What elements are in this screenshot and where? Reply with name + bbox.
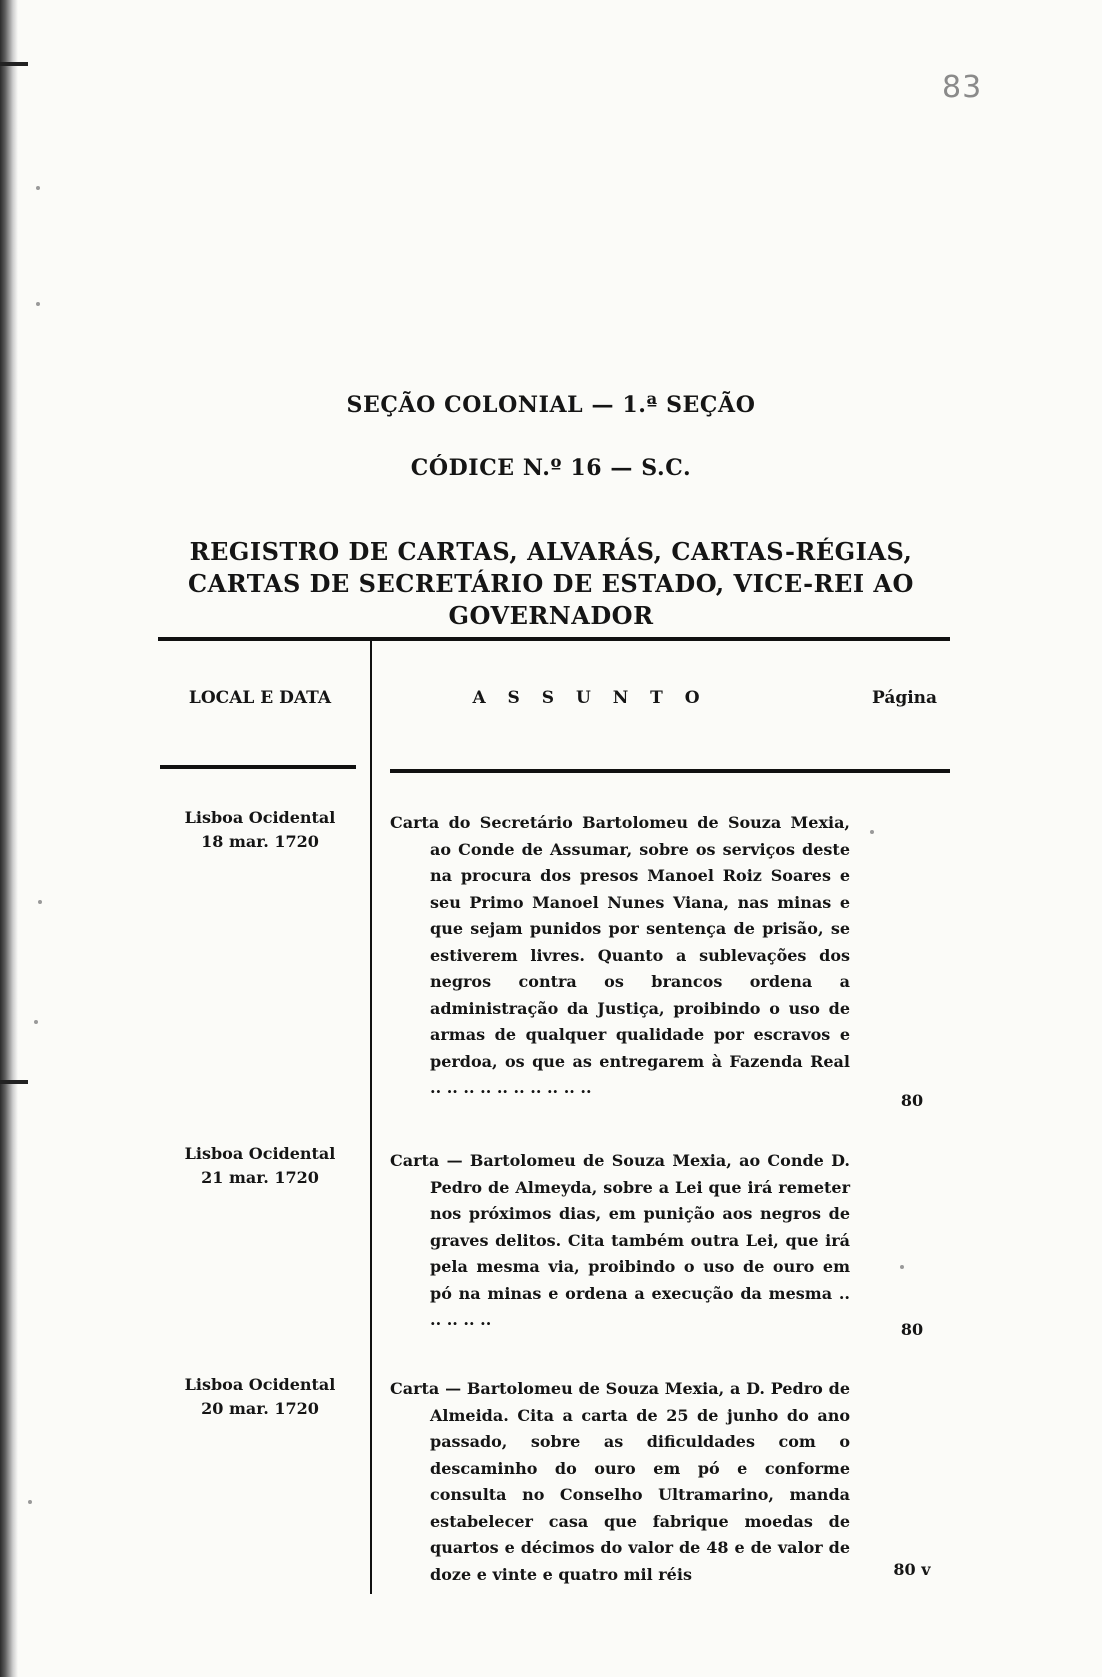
page-edge	[0, 0, 18, 1677]
edge-mark-top	[0, 62, 28, 66]
scan-dot	[36, 186, 40, 190]
column-divider	[370, 640, 372, 1594]
section-heading: SEÇÃO COLONIAL — 1.ª SEÇÃO	[346, 392, 756, 418]
entry-subject	[390, 1376, 850, 1588]
scan-dot	[28, 1500, 32, 1504]
entry-page: 80	[900, 1091, 924, 1110]
entry-place: Lisboa Ocidental	[184, 1144, 336, 1163]
entry-date: 18 mar. 1720	[201, 832, 319, 851]
entry-subject-text: Carta do Secretário Bartolomeu de Souza Mexia, ao Conde de Assumar, sobre os serviços deste na procura dos presos Manoel Roiz Soares e seu Primo Manoel Nunes Viana, nas minas e que sejam punidos por sentença de prisão, se estiverem livres. Quanto a sublevações dos negros contra os brancos ordena a administração da Justiça, proibindo o uso de armas de qualquer qualidade por escravos e perdoa, os que as entregarem à Fazenda Real .. .. .. .. .. .. .. .. .. ..	[390, 813, 850, 1097]
entry-location-date	[160, 1142, 360, 1190]
entry-subject	[390, 810, 850, 1102]
scan-dot	[900, 1265, 904, 1269]
scan-dot	[870, 830, 874, 834]
subject-header-rule	[390, 769, 950, 773]
codex-heading: CÓDICE N.º 16 — S.C.	[410, 455, 692, 481]
entry-location-date	[160, 806, 360, 854]
entry-date: 20 mar. 1720	[201, 1399, 319, 1418]
edge-mark-middle	[0, 1080, 28, 1084]
scan-dot	[34, 1020, 38, 1024]
local-header-rule	[160, 765, 356, 769]
entry-subject	[390, 1148, 850, 1334]
entry-subject-text: Carta — Bartolomeu de Souza Mexia, ao Conde D. Pedro de Almeyda, sobre a Lei que irá remeter nos próximos dias, em punição aos negros de graves delitos. Cita também outra Lei, que irá pela mesma via, proibindo o uso de ouro em pó na minas e ordena a execução da mesma .. .. .. .. ..	[390, 1151, 850, 1329]
entry-place: Lisboa Ocidental	[184, 808, 336, 827]
assunto-header: A S S U N T O	[472, 688, 708, 708]
entry-location-date	[160, 1373, 360, 1421]
page-number: 83	[942, 70, 983, 105]
entry-page: 80	[900, 1320, 924, 1339]
entry-page: 80 v	[893, 1560, 931, 1579]
table-top-rule	[158, 637, 950, 641]
pagina-header: Página	[872, 688, 938, 708]
scan-dot	[36, 302, 40, 306]
local-data-header: LOCAL E DATA	[188, 688, 332, 708]
entry-place: Lisboa Ocidental	[184, 1375, 336, 1394]
register-title: REGISTRO DE CARTAS, ALVARÁS, CARTAS-RÉGIAS, CARTAS DE SECRETÁRIO DE ESTADO, VICE-REI AO GOVERNADOR	[188, 537, 914, 630]
scan-dot	[38, 900, 42, 904]
entry-date: 21 mar. 1720	[201, 1168, 319, 1187]
entry-subject-text: Carta — Bartolomeu de Souza Mexia, a D. Pedro de Almeida. Cita a carta de 25 de junho do ano passado, sobre as dificuldades com o descaminho do ouro em pó e conforme consulta no Conselho Ultramarino, manda estabelecer casa que fabrique moedas de quartos e décimos do valor de 48 e de valor de doze e vinte e quatro mil réis	[390, 1379, 850, 1584]
